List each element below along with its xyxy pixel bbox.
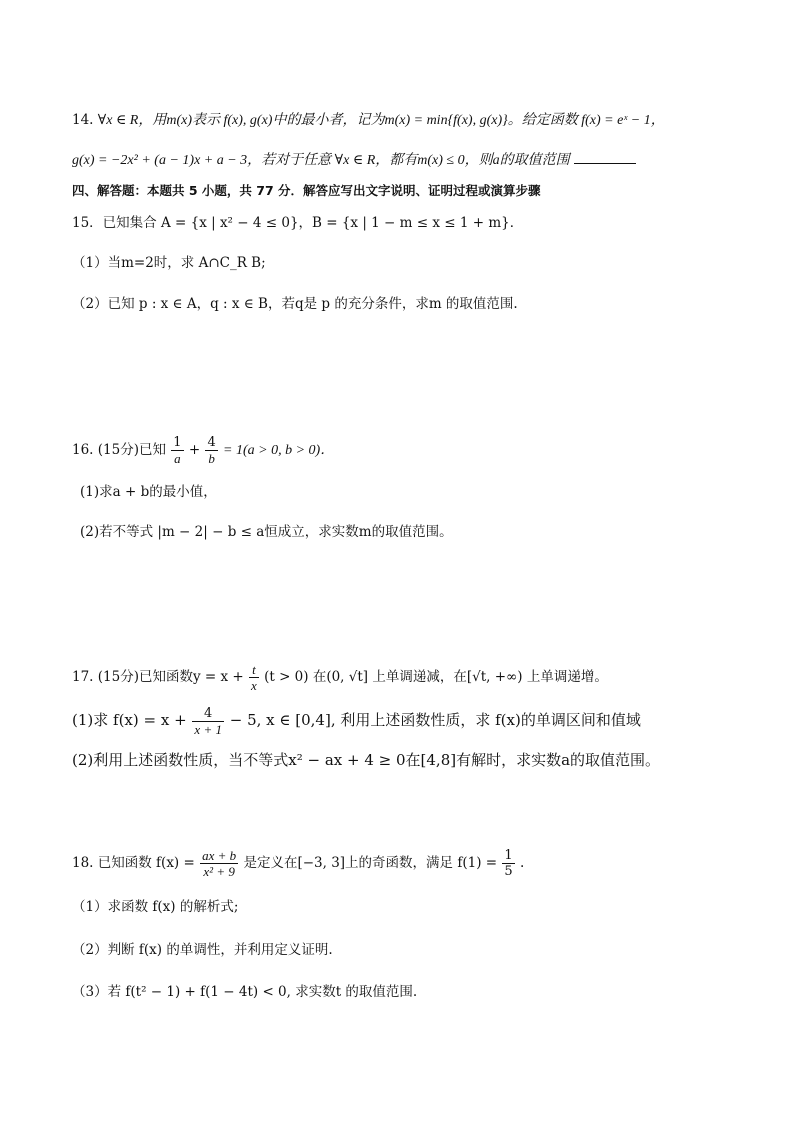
q17-part1 [72, 700, 641, 740]
q16-fraction-2 [205, 435, 217, 466]
q17-part2: (2)利用上述函数性质，当不等式x² − ax + 4 ≥ 0在[4,8]有解时，求实数a的取值范围。 [72, 751, 661, 769]
q17-f-num: t [249, 662, 259, 678]
q17-f-den: x [251, 678, 257, 693]
q18-value-fraction [502, 848, 514, 879]
q15-part1: （1）当m=2时，求 A∩C_R B; [72, 255, 266, 271]
q17-stem [72, 657, 608, 697]
q18-v-den: 5 [504, 864, 513, 879]
q16-f2-num: 4 [207, 435, 216, 450]
q15-part2: （2）已知 p : x ∈ A，q : x ∈ B，若q是 p 的充分条件，求m 的取值范围. [72, 296, 518, 312]
q18-stem [72, 843, 524, 883]
q18-prefix: 18. 已知函数 f(x) = [72, 855, 195, 871]
q17-suffix: (t > 0) 在(0, √t] 上单调递减，在[√t, +∞) 上单调递增。 [264, 669, 608, 685]
q18-fraction [200, 848, 238, 879]
q16-f2-den: b [208, 451, 215, 466]
q14-text-2: g(x) = −2x² + (a − 1)x + a − 3，若对于任意 ∀x ∈ R，都有m(x) ≤ 0，则a的取值范围 [72, 153, 570, 168]
q16-f1-num: 1 [173, 435, 182, 450]
q17-p1-suffix: − 5, x ∈ [0,4], 利用上述函数性质，求 f(x)的单调区间和值域 [229, 711, 641, 729]
q16-part2: (2)若不等式 |m − 2| − b ≤ a恒成立，求实数m的取值范围。 [80, 524, 453, 540]
q18-f-den: x² + 9 [203, 864, 235, 879]
q16-part1: (1)求a + b的最小值， [80, 484, 217, 500]
q16-plus: + [188, 442, 201, 458]
q18-end: . [519, 855, 525, 871]
q18-part2: （2）判断 f(x) 的单调性，并利用定义证明. [72, 942, 333, 958]
q16-prefix: 16. (15分)已知 [72, 442, 166, 458]
q18-part3: （3）若 f(t² − 1) + f(1 − 4t) < 0, 求实数t 的取值范围. [72, 984, 418, 1000]
q17-p1-den: x + 1 [194, 721, 222, 737]
q17-p1-fraction [192, 706, 224, 737]
q17-p1-prefix: (1)求 f(x) = x + [72, 711, 187, 729]
q18-part1: （1）求函数 f(x) 的解析式; [72, 899, 239, 915]
q14-line1 [72, 110, 665, 131]
q16-f1-den: a [174, 451, 181, 466]
q16-fraction-1 [171, 435, 183, 466]
q17-fraction [249, 662, 259, 693]
q16-stem [72, 430, 334, 471]
q14-line2 [72, 149, 636, 171]
q14-text-1: ∀x ∈ R，用m(x)表示 f(x), g(x)中的最小者，记为m(x) = min{f(x), g(x)}。给定函数 f(x) = eˣ − 1， [97, 113, 665, 128]
q15-stem: 15．已知集合 A = {x | x² − 4 ≤ 0}，B = {x | 1 − m ≤ x ≤ 1 + m}． [72, 215, 524, 231]
q14-number: 14. [72, 112, 94, 128]
q14-answer-blank [574, 149, 636, 164]
q18-mid: 是定义在[−3, 3]上的奇函数，满足 f(1) = [243, 855, 498, 871]
q16-suffix: = 1(a > 0, b > 0)． [223, 443, 335, 458]
q18-v-num: 1 [504, 848, 513, 863]
q18-f-num: ax + b [202, 848, 237, 863]
section-heading: 四、解答题：本题共 5 小题，共 77 分．解答应写出文字说明、证明过程或演算步骤 [72, 183, 541, 198]
q17-p1-num: 4 [192, 706, 224, 722]
q17-prefix: 17. (15分)已知函数y = x + [72, 669, 244, 685]
